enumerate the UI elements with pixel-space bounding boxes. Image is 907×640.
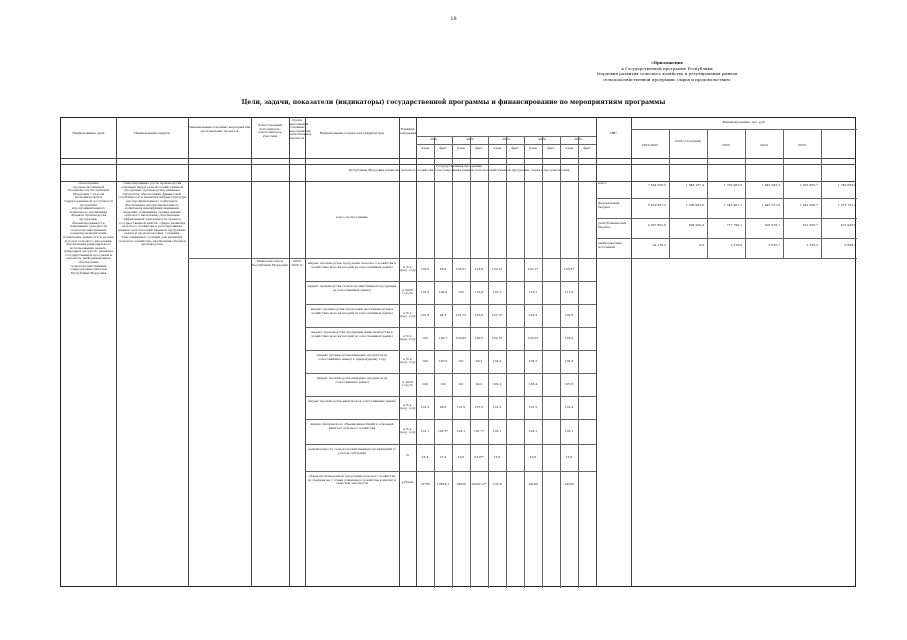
indicator-value: 101,2	[420, 404, 430, 409]
indicator-value: 102,17	[527, 266, 539, 271]
appendix-heading: «Приложение	[650, 60, 684, 65]
indicator-value: 107,6	[474, 404, 484, 409]
indicator-value: 102,5*	[437, 428, 449, 433]
indicator-value: 102,3	[528, 312, 538, 317]
indicator-value: 107,5	[492, 289, 502, 294]
header-fund-year: 2022 (отчетный)	[674, 139, 702, 143]
indicator-value: 102,15	[491, 266, 503, 271]
indicator-value: 103,1	[492, 428, 502, 433]
indicator-value: 101,3	[492, 404, 502, 409]
indicator-value: 14850	[456, 482, 466, 486]
indicator-value: 11970	[492, 482, 502, 486]
indicator-value: 102,5	[564, 312, 574, 317]
header-plan: план	[421, 146, 429, 150]
indicator-name: индекс производства продукции растениеводства в хозяйствах всех категорий (в сопоставимых ценах)	[310, 307, 394, 315]
funding-value: 596 206,4	[688, 223, 704, 227]
indicator-unit: к 2020 году,%	[402, 287, 413, 296]
indicator-value: 10322,2**	[471, 482, 487, 486]
indicator-unit: рублей	[401, 480, 414, 484]
indicator-value: 103,4	[528, 381, 538, 386]
indicator-value: 24,9**	[474, 454, 484, 459]
funding-value: 3 535,1	[768, 243, 780, 247]
indicator-value: 102,2	[528, 358, 538, 363]
indicator-value: 25,4	[421, 454, 429, 459]
indicator-value: 101,75	[455, 312, 467, 317]
indicator-name: индекс производства пищевых продуктов (в сопоставимых ценах) к предыдущему году	[316, 353, 388, 361]
indicator-name: индекс производства пищевых продуктов (в сопоставимых ценах)	[316, 376, 388, 384]
indicator-value: 100,9	[438, 289, 448, 294]
indicator-value: 105	[458, 289, 464, 294]
indicator-name: индекс производства сельскохозяйственной продукции (в сопоставимых ценах)	[307, 284, 397, 292]
indicator-value: 102,3	[564, 358, 574, 363]
funding-value: 1 209 983,6	[685, 203, 704, 207]
indicator-value: 100	[422, 381, 428, 386]
indicator-value: 101	[458, 381, 464, 386]
indicator-value: 107,6	[438, 358, 448, 363]
funding-source: республиканский бюджет	[598, 221, 627, 229]
indicator-name: индекс физического объема инвестиций в основной капитал сельского хозяйства	[310, 422, 394, 430]
header-year-2025: 2025	[574, 137, 582, 141]
document-title: Цели, задачи, показатели (индикаторы) государственной программы и финансирование по мероприятиям программы	[241, 99, 666, 106]
indicator-value: 123,6	[474, 312, 484, 317]
task-text: стимулирование роста производства основных видов сельскохозяйственной продукции, производства пищевых продуктов; обеспечение финансовой устойчивости и развития инфраструктуры агропромышленного комплекса, обеспечение агропромышленного комплекса квалифицированными кадрами, повышение уровня жизни сельского населения, обеспечение эффективной деятельности органов государственной власти, сферы развития сельского хозяйства и регулирования рынков сельскохозяйственной продукции, сырья и продовольствия, создание благоприятных условий для развития сельского хозяйства, увеличения объемов производства	[118, 181, 186, 247]
indicator-value: 102,75	[491, 335, 503, 340]
header-fact: факт	[439, 146, 447, 150]
goal-text: обеспечение продовольственной безопасности Республики Мордовия с учетом экономической и территориальной доступности продукции агропромышленного комплекса; увеличение объемов производства продукции, сбалансированность, повышение доходности сельскохозяйственных товаропроизводителей, повышение занятости и уровня доходов сельского населения, обеспечение рационального использования земель, природных ресурсов, развитие государственных программ и проектов, информационное обеспечение сельскохозяйственных товаропроизводителей Республики Мордовия	[63, 181, 114, 275]
indicator-value: 102,4	[564, 404, 574, 409]
indicator-value: 116,8	[474, 289, 484, 294]
header-fact: факт	[547, 146, 555, 150]
header-task: Наименование задачи	[134, 131, 170, 135]
indicator-value: 96,4	[439, 266, 447, 271]
funding-source: внебюджетные источники	[598, 241, 623, 249]
indicator-name: объем произведенной продукции сельского хозяйства (в среднем на 1 члена домашнего хозяйства в месяц) в сельской местности	[308, 474, 396, 486]
funding-value: 7 454 056,3	[647, 183, 666, 187]
funding-value: 512 289,7	[802, 223, 818, 227]
header-funding: Финансирование, тыс. руб.	[722, 120, 766, 124]
header-year-2022: 2022	[466, 137, 474, 141]
funding-value: 1 740 659,6	[837, 183, 856, 187]
appendix-line: сельскохозяйственной продукции, сырья и продовольствия»	[602, 76, 732, 82]
indicator-value: 102,65	[455, 335, 467, 340]
indicator-value: 101,6	[456, 404, 466, 409]
indicator-value: 14350	[564, 482, 574, 486]
executor-text: Минсельхозпрод Республики Мордовия	[252, 259, 288, 267]
indicator-value: 101,8	[420, 312, 430, 317]
header-year-2023: 2023	[502, 137, 510, 141]
header-indicator: Наименование показателя (индикатора)	[319, 131, 385, 135]
indicator-value: 103,87	[563, 266, 575, 271]
header-plan: план	[457, 146, 465, 150]
indicator-value: 19,5	[457, 454, 465, 459]
indicator-unit: в % к пред. году	[399, 310, 416, 319]
indicator-value: 103,1	[528, 428, 538, 433]
indicator-value: 100,7	[438, 335, 448, 340]
header-plan: план	[529, 146, 537, 150]
header-goal: Наименование цели	[72, 131, 105, 135]
indicator-value: 103,25	[527, 335, 539, 340]
indicator-value: 101,75	[491, 312, 503, 317]
header-year-2024: 2024	[538, 137, 546, 141]
funding-value: 1 445 751,9	[761, 203, 780, 207]
program-label: Государственная программа	[436, 164, 482, 168]
total-label: всего по программе	[336, 215, 368, 219]
appendix-line: Мордовия развития сельского хозяйства и регулирования рынков	[596, 71, 738, 76]
indicator-name: индекс производства продукции сельского хозяйства в хозяйствах всех категорий (в сопоставимых ценах)	[308, 261, 396, 269]
indicator-unit: в % к пред. году	[399, 264, 416, 273]
header-plan: план	[493, 146, 501, 150]
indicator-value: 101,7*	[473, 428, 485, 433]
header-plan: план	[565, 146, 573, 150]
appendix-note	[567, 60, 767, 82]
funding-source: всего	[598, 181, 607, 185]
header-fund-year: 2022-2025	[641, 143, 659, 147]
indicator-value: 103	[440, 381, 446, 386]
page-number: 18	[450, 16, 457, 22]
indicator-value: 102,5	[420, 266, 430, 271]
header-executors: Ответственный исполнитель, соисполнитель, участник	[257, 123, 283, 138]
header-events: Наименование основных мероприятий, региональных проектов	[188, 125, 251, 133]
program-table	[60, 117, 856, 587]
indicator-unit: к 2020 году,%	[402, 379, 413, 388]
header-fund-year: 2025	[798, 143, 806, 147]
indicator-value: 99,2	[475, 358, 483, 363]
indicator-value: 16,5	[493, 454, 501, 459]
funding-value: 1 273 721,4	[837, 203, 856, 207]
funding-value: 5 419 657,2	[647, 203, 666, 207]
funding-value: 2 795,3	[806, 243, 818, 247]
indicator-value: 102,2	[492, 381, 502, 386]
indicator-value: 13766	[420, 482, 430, 486]
indicator-unit: в % к пред. году	[399, 402, 416, 411]
funding-value: 526 978,1	[764, 223, 780, 227]
indicator-value: 106,5	[474, 335, 484, 340]
indicator-name: индекс производства напитков (в сопоставимых ценах)	[307, 399, 397, 403]
funding-value: 1 848 187,4	[685, 183, 704, 187]
indicator-unit: в % к пред. году	[399, 426, 416, 435]
funding-value: 6 849,4	[844, 243, 856, 247]
funding-value: 1 991 869,7	[799, 183, 818, 187]
indicator-value: 102,5	[420, 289, 430, 294]
header-unit: Единица измерения	[399, 127, 417, 135]
indicator-value: 16,5	[565, 454, 573, 459]
term-text: 2022-2025 гг.	[291, 259, 304, 267]
header-fund-year: 2024	[760, 143, 768, 147]
funding-value: 1 816,8	[730, 243, 742, 247]
indicator-value: 99,2	[475, 381, 483, 386]
funding-value: 1 943 343,3	[761, 183, 780, 187]
header-fact: факт	[511, 146, 519, 150]
indicator-value: 107,6	[564, 381, 574, 386]
indicator-value: 102,2	[492, 358, 502, 363]
funding-value: 34 176,2	[652, 243, 666, 247]
indicator-value: 16,5	[529, 454, 537, 459]
indicator-unit: %	[406, 452, 409, 457]
indicator-value: 103,2	[564, 335, 574, 340]
indicator-value: 103	[422, 335, 428, 340]
header-term: Сроки выполнения основных мероприятий, региональных проектов	[289, 118, 312, 140]
funding-value: 1 441 556,7	[799, 203, 818, 207]
funding-value: 717 798,1	[726, 223, 742, 227]
funding-value: 472 928,8	[840, 223, 856, 227]
indicator-value: 101,1	[420, 428, 430, 433]
funding-value: 1 243 461,1	[723, 203, 742, 207]
indicator-value: 101	[458, 358, 464, 363]
indicator-value: 94,3	[439, 312, 447, 317]
header-year-2021: 2021	[430, 137, 438, 141]
indicator-value: 103,1	[456, 428, 466, 433]
indicator-value: 14194	[528, 482, 538, 486]
indicator-value: 103,1	[564, 428, 574, 433]
header-source: ИФ*	[610, 131, 617, 135]
program-name: Республики Мордовия развития сельского хозяйства и регулирования рынков сельскохозяйственной продукции, сырья и продовольствия	[348, 168, 570, 172]
funding-source: федеральный бюджет	[598, 201, 620, 209]
indicator-value: 100	[422, 358, 428, 363]
indicator-value: 10634,1	[436, 482, 450, 486]
header-fact: факт	[475, 146, 483, 150]
indicator-value: 27,4	[439, 454, 447, 459]
indicator-value: 113,8	[474, 266, 484, 271]
funding-value: 2 007 662,8	[647, 223, 666, 227]
indicator-value: 98,8	[439, 404, 447, 409]
header-fact: факт	[583, 146, 591, 150]
indicator-unit: в % к пред. году	[399, 333, 416, 342]
indicator-value: 101,5	[528, 404, 538, 409]
indicator-name: рентабельность сельскохозяйственных организаций (с учетом субсидий)	[308, 447, 396, 455]
indicator-name: индекс производства продукции животноводства в хозяйствах всех категорий (в сопоставимых ценах)	[311, 330, 393, 338]
indicator-value: 116,7	[528, 289, 538, 294]
funding-value: 1 793 983,5	[723, 183, 742, 187]
appendix-line: к Государственной программе Республики	[621, 65, 713, 71]
indicator-unit: в % к пред. году	[399, 356, 416, 365]
indicator-value: 117,9	[564, 289, 574, 294]
header-fund-year: 2023	[722, 143, 730, 147]
funding-value: 0,0	[699, 243, 704, 247]
indicator-value: 103,51	[455, 266, 467, 271]
